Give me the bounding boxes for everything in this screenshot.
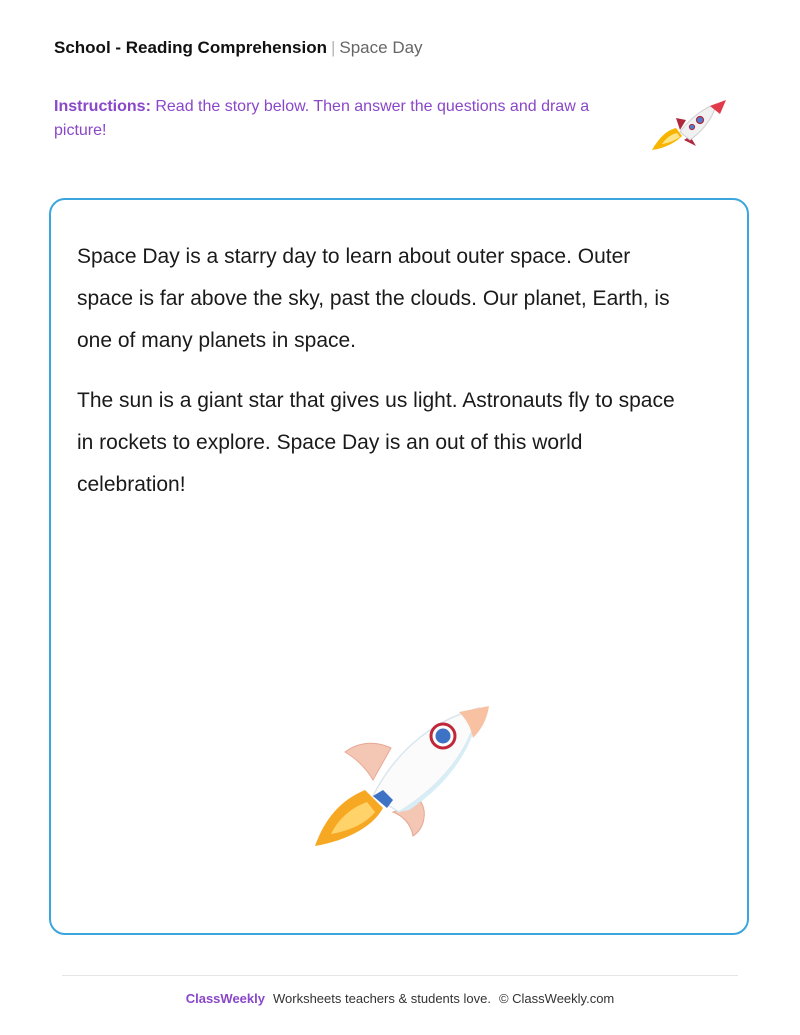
instructions [54, 95, 614, 143]
rocket-icon [646, 96, 730, 156]
footer-copyright: © ClassWeekly.com [498, 991, 615, 1006]
story-paragraph: Space Day is a starry day to learn about outer space. Outer space is far above the sky, past the clouds. Our planet, Earth, is one of many planets in space. [77, 245, 670, 352]
instructions-label: Instructions: [54, 98, 151, 115]
footer [0, 991, 800, 1006]
breadcrumb-main: School - Reading Comprehension [54, 38, 327, 57]
rocket-illustration [309, 700, 489, 850]
story-paragraph: The sun is a giant star that gives us light. Astronauts fly to space in rockets to explore. Space Day is an out of this world celebration! [77, 389, 675, 496]
instructions-text: Read the story below. Then answer the questions and draw a picture! [54, 98, 590, 139]
footer-divider [62, 975, 738, 976]
page-header [54, 38, 423, 58]
footer-tagline: Worksheets teachers & students love. [272, 991, 491, 1006]
footer-brand: ClassWeekly [185, 991, 265, 1006]
story-text [77, 236, 687, 524]
breadcrumb-sub: Space Day [339, 38, 423, 57]
breadcrumb-separator: | [330, 38, 336, 57]
story-box [49, 198, 749, 935]
